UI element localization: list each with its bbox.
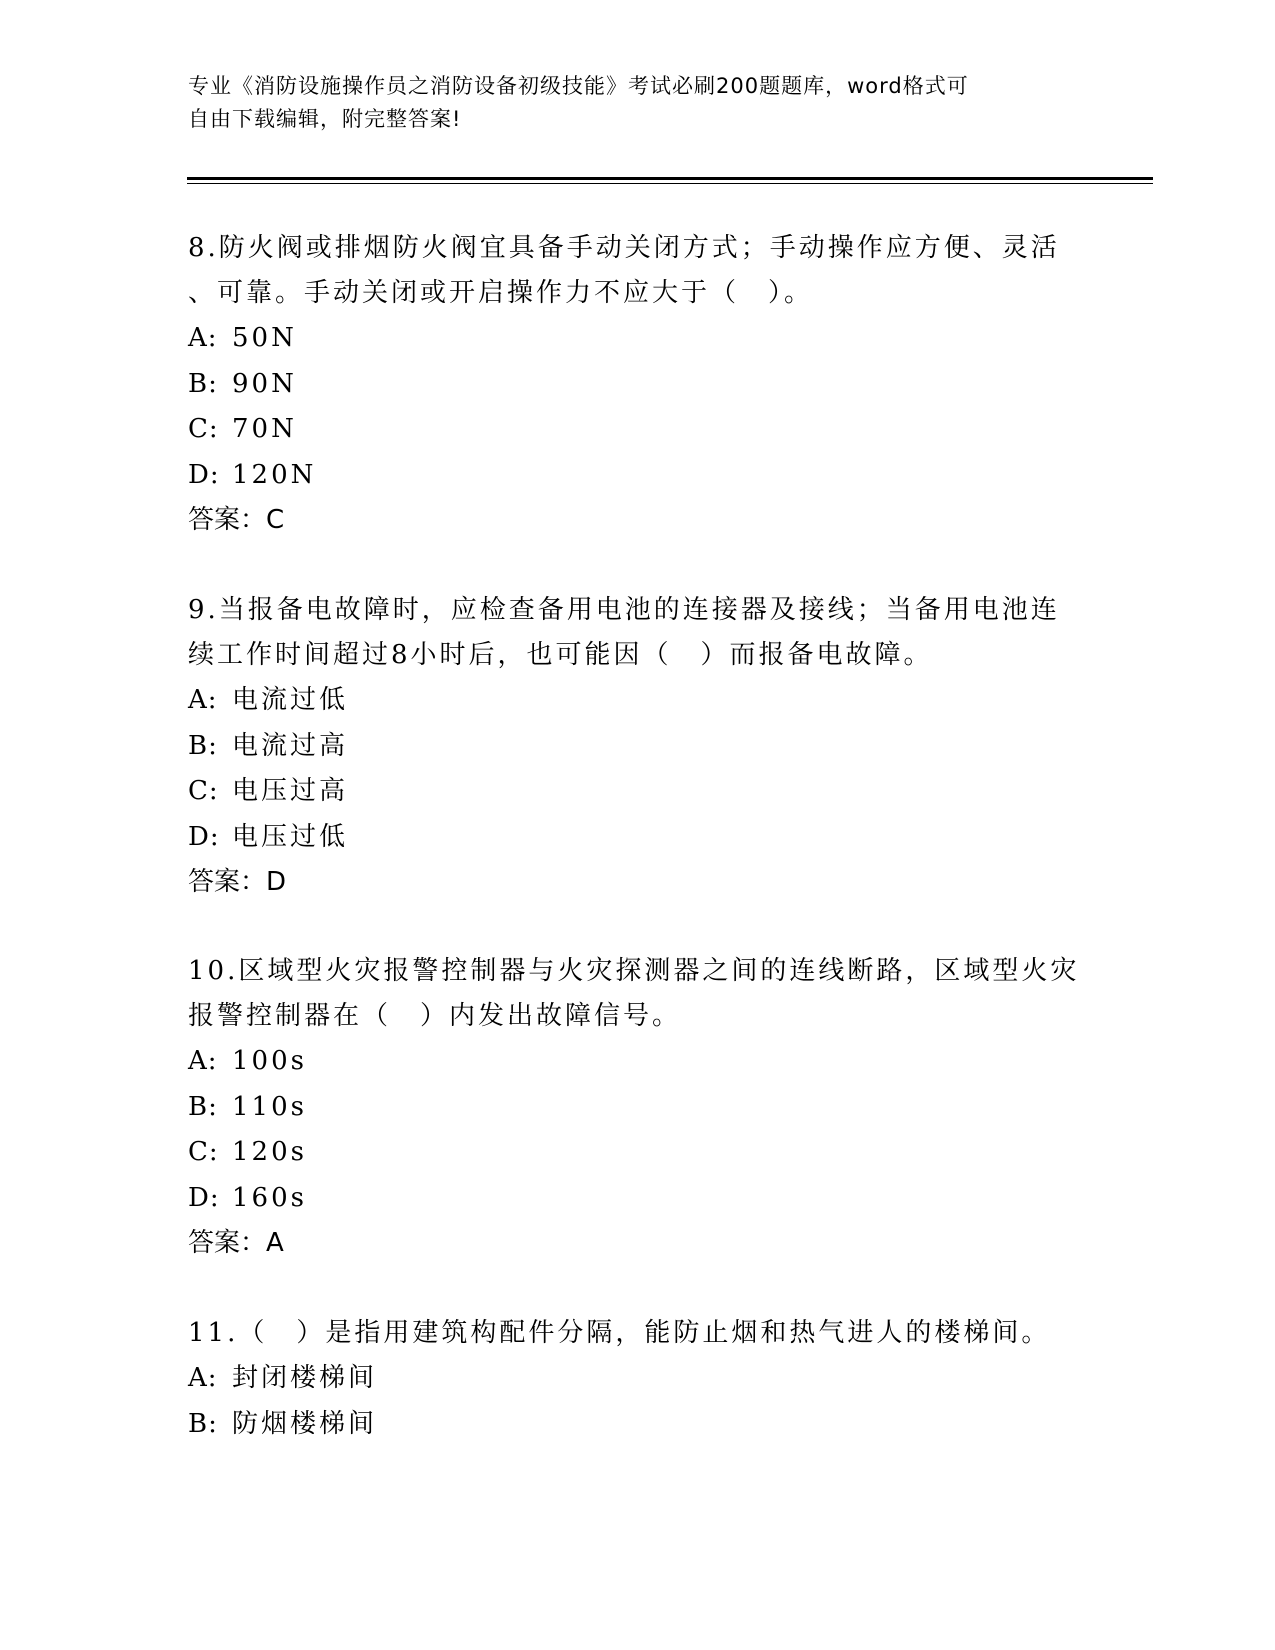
- question-8: [188, 226, 1088, 543]
- header-line-1: 专业《消防设施操作员之消防设备初级技能》考试必刷200题题库，word格式可: [188, 74, 969, 98]
- question-stem: [188, 588, 1088, 678]
- header-divider-thin: [187, 183, 1153, 184]
- option-letter: A:: [188, 1046, 218, 1076]
- option-letter: A:: [188, 685, 218, 715]
- option-text: 90N: [232, 368, 297, 399]
- option-text: 封闭楼梯间: [232, 1363, 378, 1393]
- option-b: [188, 362, 1088, 408]
- option-c: [188, 407, 1088, 453]
- option-text: 电流过低: [232, 685, 349, 715]
- option-letter: D:: [188, 459, 220, 490]
- question-stem-line-2: 续工作时间超过8小时后，也可能因（ ）而报备电故障。: [188, 640, 933, 670]
- option-a: [188, 316, 1088, 362]
- option-a: [188, 678, 1088, 724]
- option-letter: B:: [188, 368, 218, 399]
- option-d: [188, 453, 1088, 499]
- option-text: 电流过高: [232, 730, 349, 761]
- question-stem-line-2: 报警控制器在（ ）内发出故障信号。: [188, 1001, 682, 1031]
- option-letter: B:: [188, 1408, 218, 1439]
- option-letter: D:: [188, 1182, 220, 1213]
- option-a: [188, 1039, 1088, 1085]
- option-letter: C:: [188, 1137, 219, 1167]
- option-letter: B:: [188, 1091, 218, 1122]
- option-text: 120s: [232, 1137, 307, 1167]
- option-b: [188, 1402, 1088, 1448]
- answer-line: 答案：C: [188, 505, 285, 535]
- option-c: [188, 1130, 1088, 1176]
- option-text: 电压过高: [232, 776, 349, 806]
- option-text: 电压过低: [232, 821, 349, 852]
- question-stem-line-1: 9.当报备电故障时，应检查备用电池的连接器及接线；当备用电池连: [188, 595, 1060, 625]
- option-a: [188, 1356, 1088, 1402]
- option-d: [188, 1176, 1088, 1222]
- answer-line: 答案：D: [188, 867, 287, 897]
- option-letter: C:: [188, 414, 219, 444]
- option-text: 防烟楼梯间: [232, 1408, 378, 1439]
- question-stem-line-1: 11.（ ）是指用建筑构配件分隔，能防止烟和热气进人的楼梯间。: [188, 1318, 1051, 1348]
- option-text: 160s: [232, 1182, 307, 1213]
- question-10: [188, 949, 1088, 1266]
- option-text: 110s: [232, 1091, 307, 1122]
- option-d: [188, 815, 1088, 861]
- question-stem: [188, 226, 1088, 316]
- document-header: [188, 70, 1068, 136]
- option-text: 50N: [232, 323, 297, 353]
- header-divider-thick: [187, 177, 1153, 180]
- question-stem-line-2: 、可靠。手动关闭或开启操作力不应大于（ ）。: [188, 278, 814, 308]
- option-letter: B:: [188, 730, 218, 761]
- option-letter: A:: [188, 323, 218, 353]
- question-9: [188, 588, 1088, 905]
- question-stem-line-1: 8.防火阀或排烟防火阀宜具备手动关闭方式；手动操作应方便、灵活: [188, 233, 1060, 263]
- answer-line: 答案：A: [188, 1228, 284, 1258]
- question-stem: [188, 1311, 1088, 1356]
- option-text: 120N: [232, 459, 317, 490]
- option-letter: C:: [188, 776, 219, 806]
- question-11: [188, 1311, 1088, 1447]
- option-b: [188, 724, 1088, 770]
- option-letter: D:: [188, 821, 220, 852]
- option-text: 100s: [232, 1046, 307, 1076]
- question-stem-line-1: 10.区域型火灾报警控制器与火灾探测器之间的连线断路，区域型火灾: [188, 956, 1080, 986]
- question-stem: [188, 949, 1088, 1039]
- option-b: [188, 1085, 1088, 1131]
- option-c: [188, 769, 1088, 815]
- option-letter: A:: [188, 1363, 218, 1393]
- option-text: 70N: [232, 414, 297, 444]
- header-line-2: 自由下载编辑，附完整答案!: [188, 107, 462, 131]
